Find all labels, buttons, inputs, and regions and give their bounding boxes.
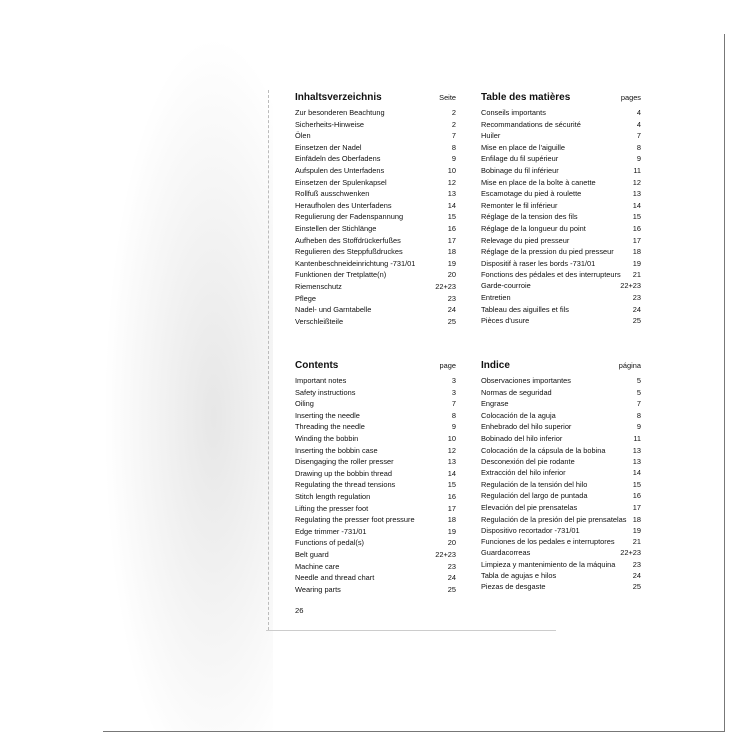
toc-entry-page: 14 xyxy=(447,468,456,478)
toc-entry-page: 25 xyxy=(632,582,641,592)
toc-entry xyxy=(481,536,641,547)
toc-entry xyxy=(481,514,641,525)
toc-entry-label: Winding the bobbin xyxy=(295,433,359,443)
toc-entry xyxy=(295,537,456,549)
toc-entry-label: Stitch length regulation xyxy=(295,491,371,501)
toc-entry-label: Elevación del pie prensatelas xyxy=(481,502,578,512)
toc-entry-page: 13 xyxy=(447,457,456,467)
toc-entry xyxy=(295,387,456,399)
toc-entry-label: Réglage de la tension des fils xyxy=(481,212,578,222)
toc-entry xyxy=(481,398,641,410)
toc-entry-page: 7 xyxy=(451,399,456,409)
toc-entry xyxy=(481,130,641,142)
toc-entry-page: 16 xyxy=(632,491,641,501)
toc-entry-label: Bobinage du fil inférieur xyxy=(481,165,559,175)
toc-entry-label: Réglage de la pression du pied presseur xyxy=(481,247,614,257)
toc-entry-page: 14 xyxy=(632,200,641,210)
toc-french-title: Table des matières xyxy=(481,92,571,103)
toc-entry xyxy=(481,142,641,154)
toc-french-page-label: pages xyxy=(620,93,641,102)
toc-entry-page: 15 xyxy=(447,480,456,490)
toc-entry-page: 13 xyxy=(632,456,641,466)
toc-entry-label: Mise en place de l'aiguille xyxy=(481,142,565,152)
toc-entry xyxy=(481,570,641,582)
toc-entry xyxy=(295,526,456,538)
toc-entry xyxy=(481,410,641,422)
toc-entry-page: 23 xyxy=(447,293,456,303)
toc-entry xyxy=(295,479,456,491)
toc-entry-label: Oiling xyxy=(295,399,314,409)
toc-entry-page: 22+23 xyxy=(435,281,456,291)
toc-entry xyxy=(481,119,641,131)
toc-spanish-page-label: página xyxy=(618,361,641,370)
toc-entry xyxy=(295,119,456,131)
toc-entry-page: 3 xyxy=(451,387,456,397)
toc-entry-label: Guardacorreas xyxy=(481,548,531,558)
toc-entry-label: Machine care xyxy=(295,561,340,571)
toc-entry-label: Réglage de la longueur du point xyxy=(481,223,586,233)
toc-entry xyxy=(295,304,456,316)
toc-entry-page: 20 xyxy=(447,270,456,280)
toc-entry-page: 7 xyxy=(636,399,641,409)
toc-entry-label: Functions of pedal(s) xyxy=(295,538,365,548)
toc-entry xyxy=(481,165,641,177)
toc-entry-page: 14 xyxy=(632,468,641,478)
toc-entry xyxy=(481,547,641,559)
page-number: 26 xyxy=(295,606,304,615)
toc-entry-label: Regulación del largo de puntada xyxy=(481,491,588,501)
toc-entry xyxy=(481,200,641,212)
toc-entry-label: Riemenschutz xyxy=(295,281,342,291)
toc-entry-page: 18 xyxy=(632,247,641,257)
toc-german xyxy=(295,92,456,327)
toc-entry xyxy=(481,107,641,119)
toc-entry-page: 25 xyxy=(447,584,456,594)
toc-entry-label: Einstellen der Stichlänge xyxy=(295,223,377,233)
toc-entry xyxy=(481,456,641,468)
toc-french-header xyxy=(481,92,641,106)
toc-entry xyxy=(295,421,456,433)
toc-entry-page: 8 xyxy=(636,410,641,420)
toc-entry-label: Garde-courroie xyxy=(481,281,531,291)
toc-entry-page: 21 xyxy=(632,270,641,280)
page-edge-line xyxy=(268,90,270,630)
toc-entry-page: 17 xyxy=(632,502,641,512)
toc-entry-label: Regulating the thread tensions xyxy=(295,480,396,490)
toc-entry-label: Regulación de la tensión del hilo xyxy=(481,479,588,489)
toc-entry-label: Funciones de los pedales e interruptores xyxy=(481,537,615,547)
toc-entry xyxy=(295,130,456,142)
toc-entry-page: 3 xyxy=(451,376,456,385)
toc-entry-page: 23 xyxy=(632,292,641,302)
toc-entry-label: Disengaging the roller presser xyxy=(295,457,394,467)
toc-entry-label: Drawing up the bobbin thread xyxy=(295,468,392,478)
toc-entry-page: 23 xyxy=(632,559,641,569)
toc-entry-label: Relevage du pied presseur xyxy=(481,235,570,245)
toc-entry-page: 9 xyxy=(636,154,641,164)
toc-entry-label: Edge trimmer -731/01 xyxy=(295,526,367,536)
toc-entry xyxy=(481,490,641,502)
toc-entry-label: Regulierung der Fadenspannung xyxy=(295,212,404,222)
toc-entry-label: Nadel- und Garntabelle xyxy=(295,305,372,315)
toc-entry-page: 15 xyxy=(632,212,641,222)
toc-entry-label: Threading the needle xyxy=(295,422,365,432)
toc-entry-label: Lifting the presser foot xyxy=(295,503,369,513)
toc-entry-page: 23 xyxy=(447,561,456,571)
toc-entry xyxy=(295,142,456,154)
toc-entry-label: Regulating the presser foot pressure xyxy=(295,515,415,525)
toc-entry xyxy=(295,561,456,573)
toc-entry-label: Pièces d'usure xyxy=(481,316,530,326)
toc-german-list xyxy=(295,107,456,327)
toc-entry-label: Einsetzen der Nadel xyxy=(295,142,362,152)
toc-entry xyxy=(295,107,456,119)
toc-entry-label: Conseils importants xyxy=(481,108,546,117)
toc-entry-page: 19 xyxy=(632,258,641,268)
toc-entry xyxy=(295,445,456,457)
toc-entry xyxy=(295,468,456,480)
toc-entry-page: 13 xyxy=(447,189,456,199)
toc-entry-page: 8 xyxy=(636,142,641,152)
toc-entry-label: Tabla de agujas e hilos xyxy=(481,570,557,580)
toc-entry-page: 16 xyxy=(447,223,456,233)
toc-entry xyxy=(295,200,456,212)
toc-entry-page: 18 xyxy=(447,515,456,525)
toc-entry-label: Tableau des aiguilles et fils xyxy=(481,304,569,314)
toc-entry-page: 8 xyxy=(451,142,456,152)
toc-german-title: Inhaltsverzeichnis xyxy=(295,92,382,103)
toc-entry xyxy=(295,572,456,584)
toc-entry xyxy=(295,223,456,235)
toc-german-page-label: Seite xyxy=(439,93,456,102)
toc-entry xyxy=(295,491,456,503)
toc-entry-label: Dispositif à raser les bords -731/01 xyxy=(481,258,596,268)
toc-entry-page: 17 xyxy=(632,235,641,245)
toc-entry-label: Remonter le fil inférieur xyxy=(481,200,558,210)
toc-entry-label: Pflege xyxy=(295,293,316,303)
toc-entry-page: 16 xyxy=(447,491,456,501)
toc-english-list xyxy=(295,375,456,595)
toc-entry-page: 5 xyxy=(636,376,641,385)
toc-entry-page: 14 xyxy=(447,200,456,210)
toc-entry-label: Enhebrado del hilo superior xyxy=(481,422,572,432)
toc-entry-label: Limpieza y mantenimiento de la máquina xyxy=(481,559,616,569)
toc-entry xyxy=(481,246,641,258)
toc-entry xyxy=(295,293,456,305)
toc-entry xyxy=(295,246,456,258)
toc-entry-page: 4 xyxy=(636,108,641,117)
toc-entry-page: 17 xyxy=(447,503,456,513)
toc-french-list xyxy=(481,107,641,327)
toc-entry-label: Escamotage du pied à roulette xyxy=(481,189,582,199)
toc-english-title: Contents xyxy=(295,360,339,371)
toc-french xyxy=(481,92,641,327)
toc-entry-page: 19 xyxy=(447,526,456,536)
toc-entry-label: Rollfuß ausschwenken xyxy=(295,189,370,199)
toc-entry-page: 7 xyxy=(451,131,456,141)
toc-entry-page: 12 xyxy=(447,445,456,455)
toc-entry-page: 9 xyxy=(636,422,641,432)
toc-entry-page: 25 xyxy=(632,316,641,326)
toc-entry-page: 13 xyxy=(632,445,641,455)
toc-entry xyxy=(481,223,641,235)
toc-entry xyxy=(481,387,641,399)
toc-entry-page: 22+23 xyxy=(620,548,641,558)
toc-entry-page: 9 xyxy=(451,154,456,164)
toc-entry-page: 24 xyxy=(632,570,641,580)
toc-entry-page: 20 xyxy=(447,538,456,548)
toc-entry-label: Recommandations de sécurité xyxy=(481,119,581,129)
toc-entry xyxy=(295,165,456,177)
toc-spanish xyxy=(481,360,641,593)
toc-entry-label: Wearing parts xyxy=(295,584,341,594)
toc-entry-label: Safety instructions xyxy=(295,387,356,397)
toc-entry xyxy=(295,549,456,561)
toc-entry-page: 21 xyxy=(632,537,641,547)
toc-entry xyxy=(295,211,456,223)
toc-entry xyxy=(481,177,641,189)
toc-entry-label: Regulación de la presión del pie prensatelas xyxy=(481,514,627,524)
toc-entry-page: 22+23 xyxy=(620,281,641,291)
toc-entry xyxy=(481,280,641,292)
toc-entry-page: 18 xyxy=(447,247,456,257)
toc-entry-label: Heraufholen des Unterfadens xyxy=(295,200,392,210)
toc-entry-label: Fonctions des pédales et des interrupteurs xyxy=(481,270,621,280)
toc-entry xyxy=(295,177,456,189)
toc-entry-page: 24 xyxy=(447,573,456,583)
toc-entry-label: Observaciones importantes xyxy=(481,376,571,385)
toc-entry xyxy=(295,269,456,281)
toc-entry xyxy=(481,445,641,456)
toc-english-header xyxy=(295,360,456,374)
toc-entry-label: Zur besonderen Beachtung xyxy=(295,108,385,117)
toc-entry-page: 7 xyxy=(636,131,641,141)
toc-entry xyxy=(295,514,456,526)
toc-entry-page: 19 xyxy=(632,525,641,535)
toc-entry-page: 4 xyxy=(636,119,641,129)
toc-entry xyxy=(295,235,456,247)
toc-entry-label: Piezas de desgaste xyxy=(481,582,546,592)
toc-entry-page: 11 xyxy=(633,433,641,443)
toc-entry xyxy=(295,433,456,445)
toc-english xyxy=(295,360,456,595)
toc-entry-label: Engrase xyxy=(481,399,509,409)
toc-entry-label: Aufspulen des Unterfadens xyxy=(295,165,385,175)
toc-entry-page: 15 xyxy=(447,212,456,222)
toc-entry-label: Mise en place de la boîte à canette xyxy=(481,177,596,187)
toc-entry xyxy=(295,375,456,387)
toc-entry-page: 8 xyxy=(451,410,456,420)
toc-entry-label: Desconexión del pie rodante xyxy=(481,456,575,466)
toc-entry-label: Huiler xyxy=(481,131,501,141)
toc-entry-page: 11 xyxy=(633,165,641,175)
toc-entry-label: Inserting the bobbin case xyxy=(295,445,378,455)
toc-entry-page: 12 xyxy=(447,177,456,187)
toc-entry-page: 12 xyxy=(632,177,641,187)
toc-spanish-title: Indice xyxy=(481,360,510,371)
toc-entry-label: Ölen xyxy=(295,131,311,141)
toc-entry xyxy=(481,211,641,223)
toc-entry-label: Einfädeln des Oberfadens xyxy=(295,154,381,164)
toc-entry-label: Normas de seguridad xyxy=(481,387,552,397)
toc-entry-label: Extracción del hilo inferior xyxy=(481,468,566,478)
toc-entry-page: 15 xyxy=(632,479,641,489)
toc-entry-page: 18 xyxy=(632,514,641,524)
toc-entry-label: Kantenbeschneideinrichtung -731/01 xyxy=(295,258,416,268)
toc-entry-page: 9 xyxy=(451,422,456,432)
toc-entry-page: 2 xyxy=(451,108,456,117)
toc-entry xyxy=(295,258,456,270)
toc-entry xyxy=(481,269,641,280)
toc-spanish-list xyxy=(481,375,641,593)
toc-spanish-header xyxy=(481,360,641,374)
toc-entry-label: Einsetzen der Spulenkapsel xyxy=(295,177,387,187)
toc-entry-page: 24 xyxy=(632,304,641,314)
toc-entry-page: 22+23 xyxy=(435,549,456,559)
toc-entry xyxy=(481,467,641,479)
toc-entry-label: Belt guard xyxy=(295,549,329,559)
page-bottom-line xyxy=(266,630,556,632)
toc-entry-page: 5 xyxy=(636,387,641,397)
toc-entry xyxy=(481,421,641,433)
toc-entry xyxy=(481,292,641,304)
toc-entry xyxy=(295,153,456,165)
toc-entry xyxy=(481,315,641,327)
toc-entry xyxy=(295,188,456,200)
toc-entry-label: Entretien xyxy=(481,292,511,302)
toc-entry xyxy=(295,584,456,596)
toc-entry-page: 17 xyxy=(447,235,456,245)
toc-entry-label: Verschleißteile xyxy=(295,316,344,326)
toc-entry xyxy=(295,398,456,410)
toc-entry-label: Funktionen der Tretplatte(n) xyxy=(295,270,387,280)
toc-entry-label: Colocación de la cápsula de la bobina xyxy=(481,445,606,455)
toc-entry xyxy=(481,235,641,247)
toc-entry-page: 13 xyxy=(632,189,641,199)
toc-entry-label: Needle and thread chart xyxy=(295,573,375,583)
toc-entry xyxy=(481,502,641,514)
toc-entry xyxy=(481,581,641,593)
toc-entry-page: 19 xyxy=(447,258,456,268)
toc-entry xyxy=(481,375,641,387)
toc-entry-label: Dispositivo recortador -731/01 xyxy=(481,525,580,535)
toc-entry-page: 24 xyxy=(447,305,456,315)
toc-entry xyxy=(481,153,641,165)
toc-entry-label: Important notes xyxy=(295,376,347,385)
toc-german-header xyxy=(295,92,456,106)
toc-entry xyxy=(481,258,641,270)
toc-entry xyxy=(295,281,456,293)
toc-entry xyxy=(481,188,641,200)
toc-entry-page: 2 xyxy=(451,119,456,129)
toc-entry-label: Inserting the needle xyxy=(295,410,360,420)
toc-entry-label: Sicherheits-Hinweise xyxy=(295,119,365,129)
toc-entry-label: Aufheben des Stoffdrückerfußes xyxy=(295,235,401,245)
toc-english-page-label: page xyxy=(439,361,456,370)
toc-entry-label: Regulieren des Steppfußdruckes xyxy=(295,247,403,257)
toc-entry-page: 25 xyxy=(447,316,456,326)
toc-entry xyxy=(295,410,456,422)
toc-entry xyxy=(481,433,641,445)
toc-entry-page: 10 xyxy=(447,165,456,175)
toc-entry-page: 16 xyxy=(632,223,641,233)
toc-entry-page: 10 xyxy=(447,433,456,443)
toc-entry xyxy=(295,456,456,468)
toc-entry xyxy=(481,304,641,316)
toc-entry xyxy=(295,316,456,328)
toc-entry-label: Bobinado del hilo inferior xyxy=(481,433,563,443)
toc-entry xyxy=(295,503,456,515)
toc-entry xyxy=(481,559,641,570)
scan-shadow xyxy=(103,34,273,731)
toc-entry-label: Colocación de la aguja xyxy=(481,410,556,420)
toc-entry-label: Enfilage du fil supérieur xyxy=(481,154,559,164)
toc-entry xyxy=(481,479,641,491)
toc-entry xyxy=(481,525,641,537)
